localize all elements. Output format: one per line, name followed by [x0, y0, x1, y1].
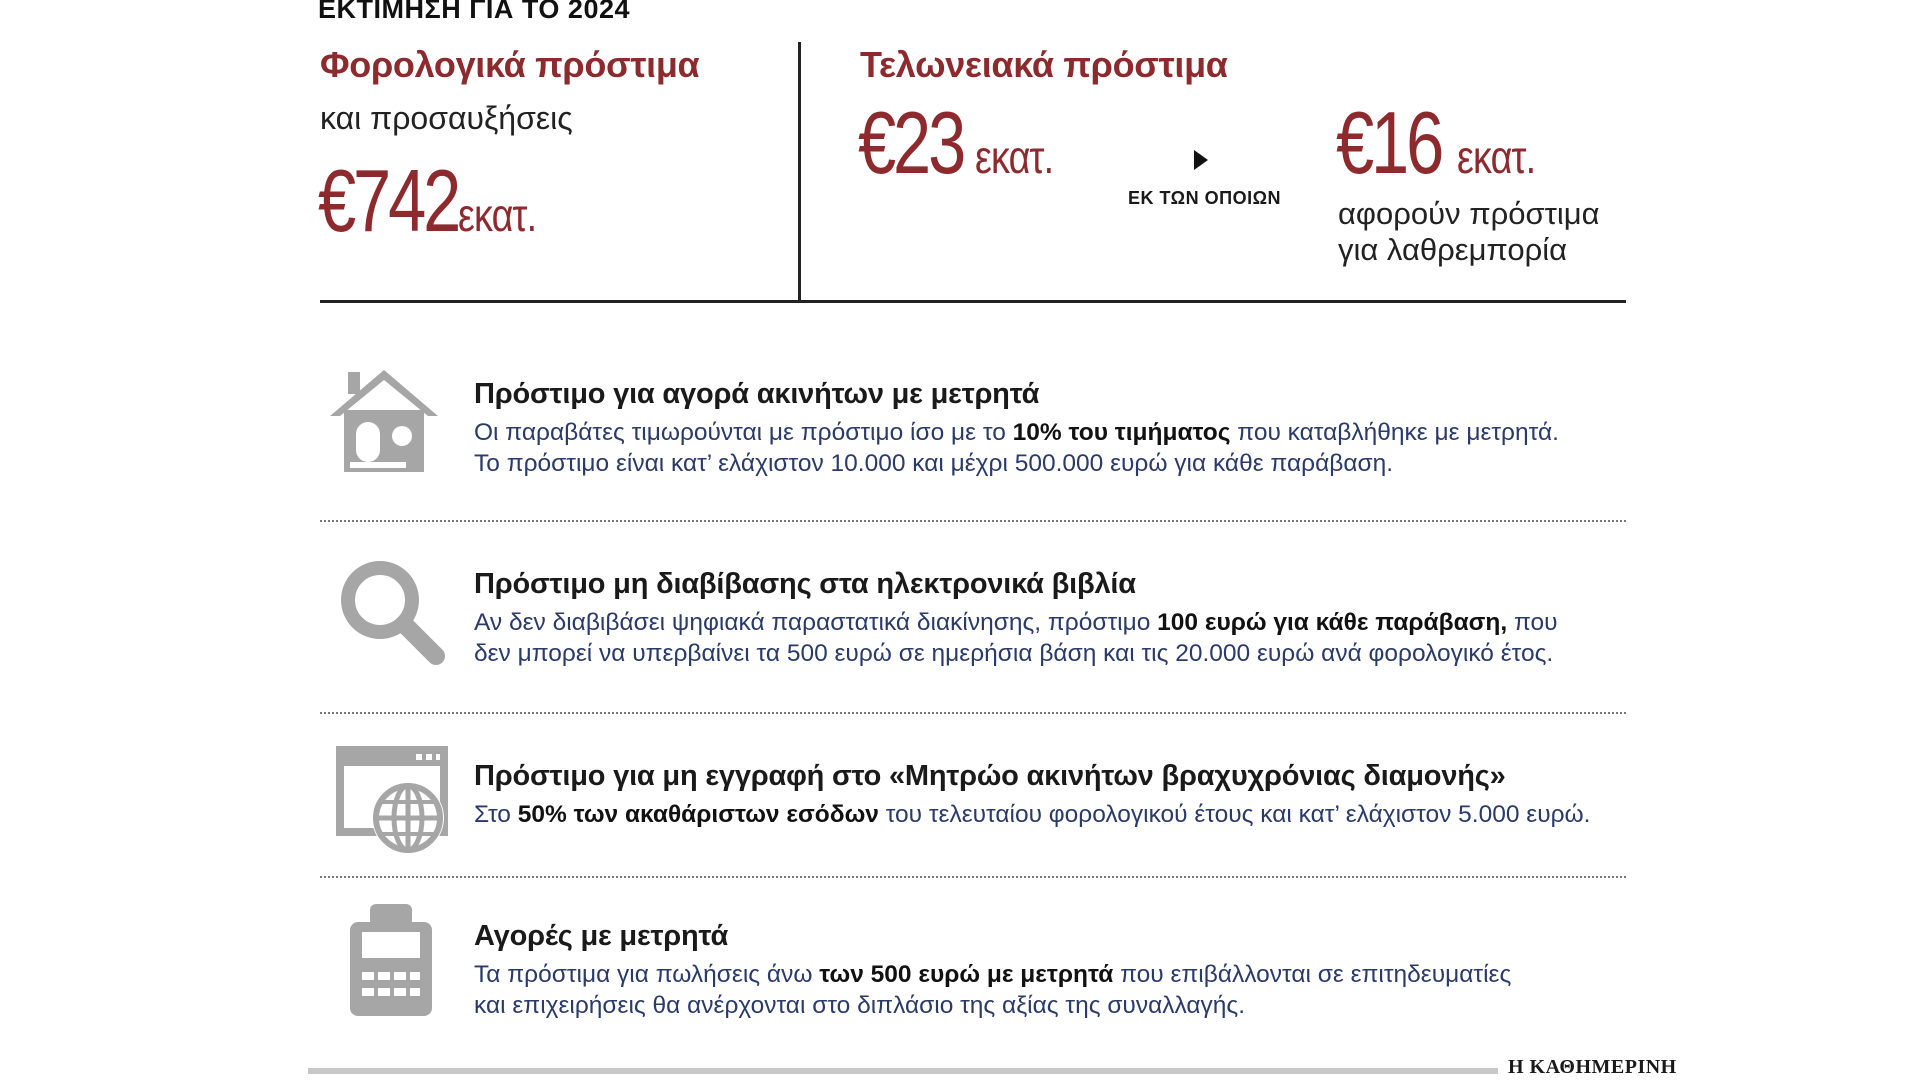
house-icon [328, 366, 440, 476]
item-text-post: του τελευταίου φορολογικού έτους και κατ’ ελάχιστον 5.000 ευρώ. [878, 801, 1591, 828]
item-cash-purchases [474, 920, 1654, 1021]
arrow-right-icon [1194, 150, 1208, 170]
item-text-pre: Στο [474, 801, 518, 828]
item-text-post: που επιβάλλονται σε επιτηδευματίες [1113, 961, 1512, 988]
item-text-bold: 50% των ακαθάριστων εσόδων [517, 801, 879, 828]
kicker: ΕΚΤΙΜΗΣΗ ΓΙΑ ΤΟ 2024 [318, 0, 630, 24]
item-text-pre: Οι παραβάτες τιμωρούνται με πρόστιμο ίσο με το [474, 419, 1013, 446]
footer-bar [308, 1068, 1498, 1074]
dotted-divider [320, 520, 1626, 522]
item-text-pre: Αν δεν διαβιβάσει ψηφιακά παραστατικά διακίνησης, πρόστιμο [474, 609, 1158, 636]
item-text-line2: δεν μπορεί να υπερβαίνει τα 500 ευρώ σε ημερήσια βάση και τις 20.000 ευρώ ανά φορολογικό έτος. [474, 640, 1554, 667]
item-text [474, 959, 1654, 1021]
customs-fines-amount [858, 92, 1070, 194]
item-text-post: που καταβλήθηκε με μετρητά. [1230, 419, 1559, 446]
cash-register-icon [346, 902, 436, 1018]
tax-amount-unit: εκατ. [457, 189, 537, 241]
tax-fines-subtitle: και προσαυξήσεις [320, 100, 573, 136]
smuggling-fines-amount [1336, 92, 1552, 194]
item-text [474, 417, 1654, 479]
item-short-stay-registry [474, 760, 1654, 830]
tax-fines-amount [318, 150, 553, 252]
item-text [474, 607, 1654, 669]
item-ebooks-fine [474, 568, 1654, 669]
column-divider [798, 42, 801, 302]
smuggling-amount-unit: εκατ. [1456, 131, 1536, 183]
item-text-post: που [1507, 609, 1558, 636]
item-text-bold: 100 ευρώ για κάθε παράβαση, [1157, 609, 1508, 636]
smuggling-desc-line2: για λαθρεμπορία [1338, 232, 1568, 267]
magnifier-icon [336, 556, 448, 668]
smuggling-amount-value: €16 [1336, 93, 1442, 192]
item-title: Πρόστιμο για αγορά ακινήτων με μετρητά [474, 378, 1040, 410]
header-divider [320, 300, 1626, 303]
customs-fines-title: Τελωνειακά πρόστιμα [860, 44, 1228, 85]
item-text [474, 799, 1654, 830]
customs-amount-value: €23 [858, 93, 964, 192]
customs-amount-unit: εκατ. [974, 131, 1054, 183]
item-title: Πρόστιμο για μη εγγραφή στο «Μητρώο ακινήτων βραχυχρόνιας διαμονής» [474, 760, 1506, 792]
brand-logo: Η ΚΑΘΗΜΕΡΙΝΗ [1508, 1056, 1677, 1078]
item-text-line2: και επιχειρήσεις θα ανέρχονται στο διπλάσιο της αξίας της συναλλαγής. [474, 992, 1246, 1019]
web-globe-icon [336, 746, 456, 856]
tax-amount-value: €742 [318, 151, 459, 250]
dotted-divider [320, 712, 1626, 714]
connector-label: ΕΚ ΤΩΝ ΟΠΟΙΩΝ [1128, 188, 1282, 208]
tax-fines-title: Φορολογικά πρόστιμα [320, 44, 700, 85]
item-text-line2: Το πρόστιμο είναι κατ’ ελάχιστον 10.000 και μέχρι 500.000 ευρώ για κάθε παράβαση. [474, 450, 1394, 477]
item-text-bold: των 500 ευρώ με μετρητά [819, 961, 1114, 988]
item-title: Αγορές με μετρητά [474, 920, 729, 952]
smuggling-desc-line1: αφορούν πρόστιμα [1338, 196, 1600, 231]
item-text-pre: Τα πρόστιμα για πωλήσεις άνω [474, 961, 820, 988]
item-cash-property [474, 378, 1654, 479]
item-title: Πρόστιμο μη διαβίβασης στα ηλεκτρονικά βιβλία [474, 568, 1136, 600]
item-text-bold: 10% του τιμήματος [1012, 419, 1231, 446]
dotted-divider [320, 876, 1626, 878]
